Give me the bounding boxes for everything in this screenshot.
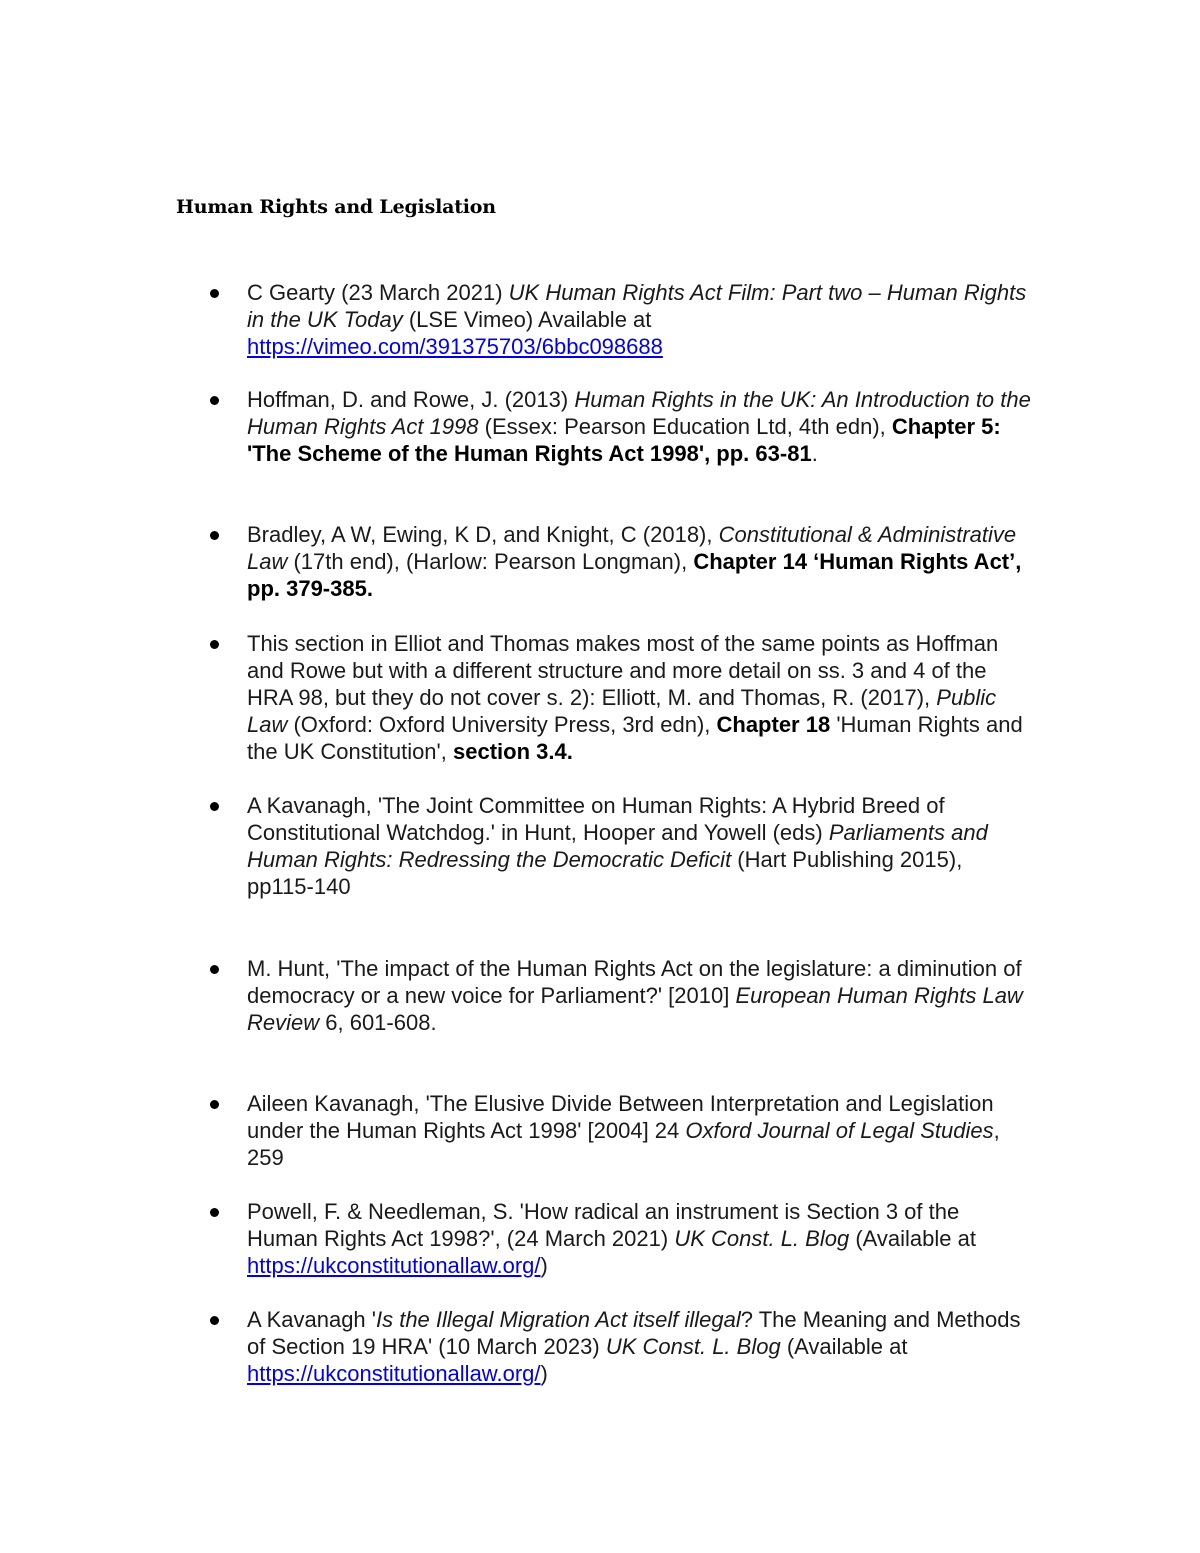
reference-item-kavanagh-ojls — [247, 1090, 1032, 1171]
reference-title: Public Law — [247, 685, 997, 737]
reference-title: Human Rights in the UK: An Introduction to the Human Rights Act 1998 — [247, 387, 1031, 439]
reference-text: A Kavanagh ' — [247, 1307, 376, 1332]
reference-item-kavanagh-blog — [247, 1306, 1032, 1387]
reference-text: A Kavanagh, 'The Joint Committee on Human Rights: A Hybrid Breed of Constitutional Watchdog.' in Hunt, Hooper and Yowell (eds) — [247, 793, 945, 845]
reference-text: ) — [540, 1253, 548, 1278]
reference-title: Parliaments and Human Rights: Redressing the Democratic Deficit — [247, 820, 988, 872]
reference-item-hunt — [247, 955, 1032, 1036]
page-title: Human Rights and Legislation — [176, 196, 496, 218]
bullet-icon — [210, 1208, 219, 1217]
reference-item-bradley — [247, 521, 1032, 602]
vimeo-link[interactable]: https://vimeo.com/391375703/6bbc098688 — [247, 334, 663, 359]
reference-text: (Essex: Pearson Education Ltd, 4th edn), — [478, 414, 892, 439]
reference-title: Constitutional & Administrative Law — [247, 522, 1017, 574]
reference-text: This section in Elliot and Thomas makes most of the same points as Hoffman and Rowe but with a different structure and more detail on ss. 3 and 4 of the HRA 98, but they do not cover s. 2): Elliott, M. and Thomas, R. (2017), — [247, 631, 999, 710]
reference-text: (17th end), (Harlow: Pearson Longman), — [287, 549, 694, 574]
reference-text: (Hart Publishing 2015), pp115-140 — [247, 847, 963, 899]
reference-text: Powell, F. & Needleman, S. 'How radical an instrument is Section 3 of the Human Rights Act 1998?', (24 March 2021) — [247, 1199, 960, 1251]
bullet-icon — [210, 802, 219, 811]
ukconstitutionallaw-link[interactable]: https://ukconstitutionallaw.org/ — [247, 1361, 541, 1386]
reference-item-powell-needleman — [247, 1198, 1032, 1279]
reference-text: Hoffman, D. and Rowe, J. (2013) — [247, 387, 575, 412]
bullet-icon — [210, 1316, 219, 1325]
reference-title: UK Const. L. Blog — [674, 1226, 850, 1251]
reference-item-gearty — [247, 279, 1032, 360]
reference-text: (Oxford: Oxford University Press, 3rd edn), — [287, 712, 717, 737]
bullet-icon — [210, 396, 219, 405]
reference-chapter: Chapter 5: 'The Scheme of the Human Rights Act 1998', pp. 63-81 — [247, 414, 1001, 466]
bullet-icon — [210, 965, 219, 974]
bullet-icon — [210, 640, 219, 649]
reference-title: Oxford Journal of Legal Studies — [685, 1118, 994, 1143]
bullet-icon — [210, 531, 219, 540]
reference-item-kavanagh-jchr — [247, 792, 1032, 900]
reference-title: European Human Rights Law Review — [247, 983, 1023, 1035]
reference-text: (LSE Vimeo) Available at — [402, 307, 652, 332]
reference-item-elliott-thomas — [247, 630, 1032, 765]
bullet-icon — [210, 289, 219, 298]
reference-text: Bradley, A W, Ewing, K D, and Knight, C (2018), — [247, 522, 719, 547]
reference-text: M. Hunt, 'The impact of the Human Rights Act on the legislature: a diminution of democracy or a new voice for Parliament?' [2010] — [247, 956, 1022, 1008]
reference-text: C Gearty (23 March 2021) — [247, 280, 509, 305]
reference-chapter: Chapter 18 — [716, 712, 831, 737]
reference-text: 6, 601-608. — [319, 1010, 437, 1035]
reference-title: Is the Illegal Migration Act itself illegal — [375, 1307, 741, 1332]
reference-text: . — [811, 441, 818, 466]
reference-section: section 3.4. — [452, 739, 573, 764]
reference-title: UK Const. L. Blog — [605, 1334, 781, 1359]
reference-title: UK Human Rights Act Film: Part two – Human Rights in the UK Today — [247, 280, 1027, 332]
reference-text: ? The Meaning and Methods of Section 19 HRA' (10 March 2023) — [247, 1307, 1021, 1359]
reference-text: , 259 — [247, 1118, 1000, 1170]
reference-text: (Available at — [780, 1334, 908, 1359]
reference-text: ) — [540, 1361, 548, 1386]
reference-text: 'Human Rights and the UK Constitution', — [247, 712, 1023, 764]
reference-item-hoffman-rowe — [247, 386, 1032, 467]
bullet-icon — [210, 1100, 219, 1109]
reference-text: Aileen Kavanagh, 'The Elusive Divide Between Interpretation and Legislation under the Human Rights Act 1998' [2004] 24 — [247, 1091, 994, 1143]
ukconstitutionallaw-link[interactable]: https://ukconstitutionallaw.org/ — [247, 1253, 541, 1278]
reference-chapter: Chapter 14 ‘Human Rights Act’, pp. 379-385. — [247, 549, 1022, 601]
reference-text: (Available at — [849, 1226, 976, 1251]
